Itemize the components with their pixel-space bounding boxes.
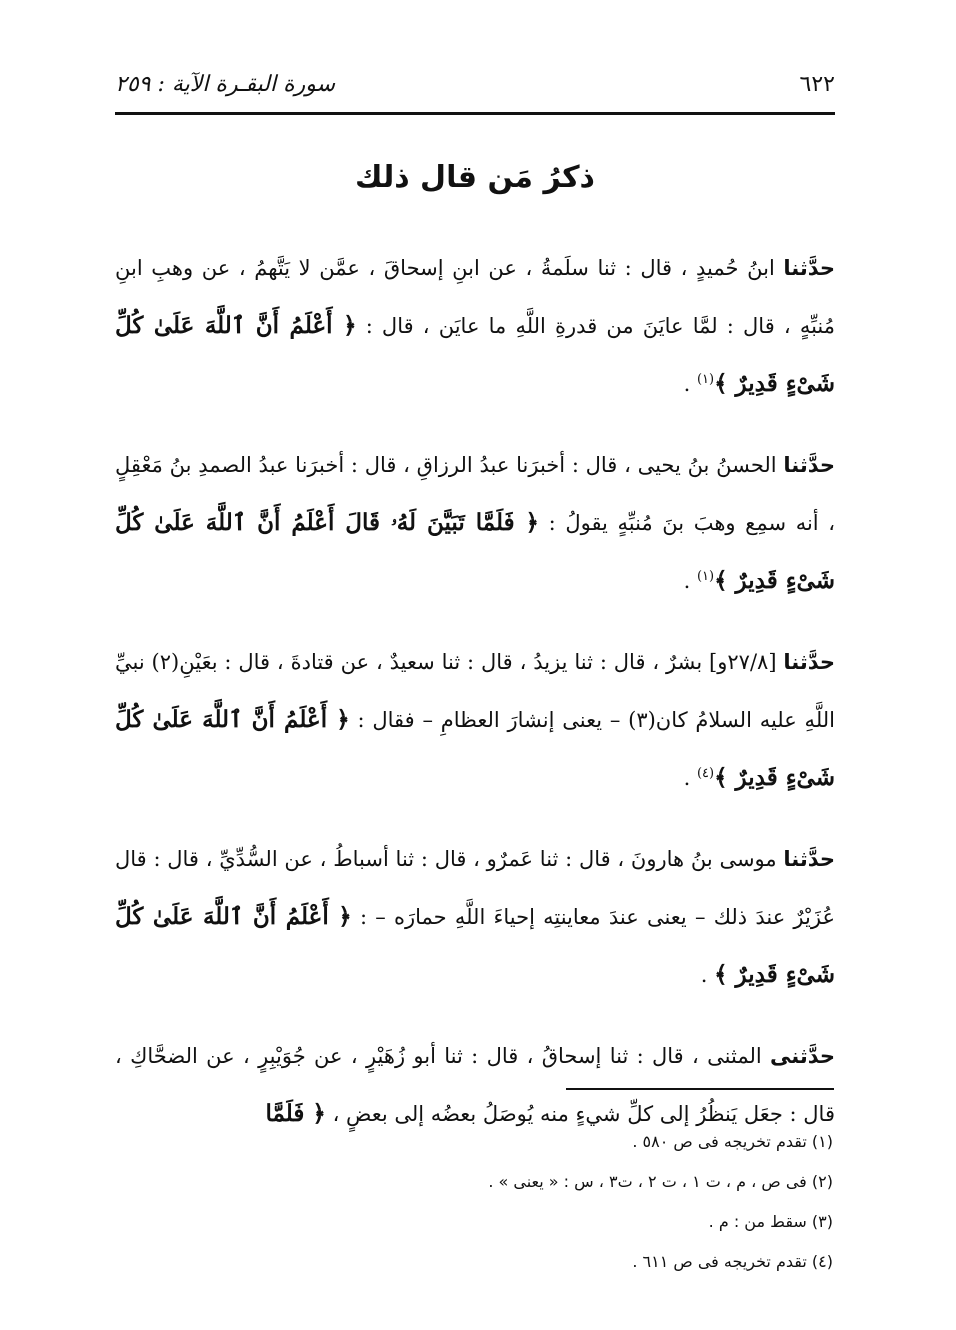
section-title: ذكرُ مَن قال ذلك [355, 160, 595, 195]
paragraph-end: . [683, 766, 697, 790]
footnote-reference: (٤) [696, 766, 715, 781]
isnad-lead: حدَّثنا [783, 847, 835, 871]
paragraph-text: [٢٧/٨و] بشرٌ ، قال : ثنا يزيدُ ، قال : ثنا سعيدٌ ، عن قتادةَ ، قال : بعَيْنِ(٢) نبيِّ اللَّهِ عليه السلامُ كان(٣) – يعنى إنشارَ العظامِ – فقال : [115, 650, 835, 732]
quran-quote: ﴿ فَلَمَّا [265, 1100, 326, 1127]
isnad-lead: حدَّثنى [770, 1044, 835, 1068]
paragraph-end: . [700, 963, 715, 987]
paragraph-text: المثنى ، قال : ثنا إسحاقُ ، قال : ثنا أبو زُهَيْرٍ ، عن جُوَيْبِرٍ ، عن الضحَّاكِ ، قال : جعَل يَنظُرُ إلى كلِّ شيءٍ منه يُوصَلُ بعضُه إلى بعضٍ ، [115, 1044, 835, 1126]
paragraph-text: ابنُ حُميدٍ ، قال : ثنا سلَمةُ ، عن ابنِ إسحاقَ ، عمَّن لا يَتَّهمُ ، عن وهبِ ابنِ مُنبِّهٍ ، قال : لمَّا عايَنَ من قدرةِ اللَّهِ ما عايَن ، قال : [115, 256, 835, 338]
footnotes [115, 1122, 833, 1282]
quran-quote: ﴿ فَلَمَّا تَبَيَّنَ لَهُۥ قَالَ أَعْلَمُ أَنَّ ٱللَّهَ عَلَىٰ كُلِّ شَىْءٍ قَدِيرٌ ﴾ [115, 509, 835, 594]
isnad-lead: حدَّثنا [783, 650, 835, 674]
page-header [115, 62, 835, 106]
page-number: ٦٢٢ [799, 71, 835, 97]
isnad-lead: حدَّثنا [783, 256, 835, 280]
header-divider [115, 112, 835, 115]
paragraph-end: . [683, 569, 697, 593]
footnote-divider [566, 1088, 834, 1090]
body-text [115, 240, 835, 1167]
footnote: (٢) فى ص ، م ، ت ١ ، ت ٢ ، ت٣ ، س : « يعنى » . [488, 1172, 833, 1191]
paragraph-text: الحسنُ بنُ يحيى ، قال : أخبرَنا عبدُ الرزاقِ ، قال : أخبرَنا عبدُ الصمدِ بنُ مَعْقِلٍ ، أنه سمِع وهبَ بنَ مُنبِّهٍ يقولُ : [115, 453, 836, 535]
footnote-reference: (١) [696, 569, 715, 584]
paragraph [115, 634, 835, 807]
footnote-reference: (١) [696, 372, 715, 387]
quran-quote: ﴿ أَعْلَمُ أَنَّ ٱللَّهَ عَلَىٰ كُلِّ شَىْءٍ قَدِيرٌ ﴾ [115, 706, 835, 791]
quran-quote: ﴿ أَعْلَمُ أَنَّ ٱللَّهَ عَلَىٰ كُلِّ شَىْءٍ قَدِيرٌ ﴾ [115, 312, 835, 397]
paragraph [115, 240, 835, 413]
isnad-lead: حدَّثنا [783, 453, 835, 477]
paragraph-text: موسى بنُ هارونَ ، قال : ثنا عَمرٌو ، قال : ثنا أسباطُ ، عن السُّدِّيِّ ، قال : قال عُزَيْرٌ عندَ ذلك – يعنى عندَ معاينتِه إحياءَ اللَّهِ حمارَه – : [115, 847, 835, 929]
running-title: سورة البقـرة الآية : ٢٥٩ [115, 71, 336, 97]
footnote: (٣) سقط من : م . [708, 1212, 833, 1231]
paragraph-end: . [683, 372, 697, 396]
quran-quote: ﴿ أَعْلَمُ أَنَّ ٱللَّهَ عَلَىٰ كُلِّ شَىْءٍ قَدِيرٌ ﴾ [115, 903, 835, 988]
paragraph [115, 437, 835, 610]
footnote: (١) تقدم تخريجه فى ص ٥٨٠ . [632, 1132, 833, 1151]
paragraph [115, 831, 835, 1004]
footnote: (٤) تقدم تخريجه فى ص ٦١١ . [632, 1252, 833, 1271]
